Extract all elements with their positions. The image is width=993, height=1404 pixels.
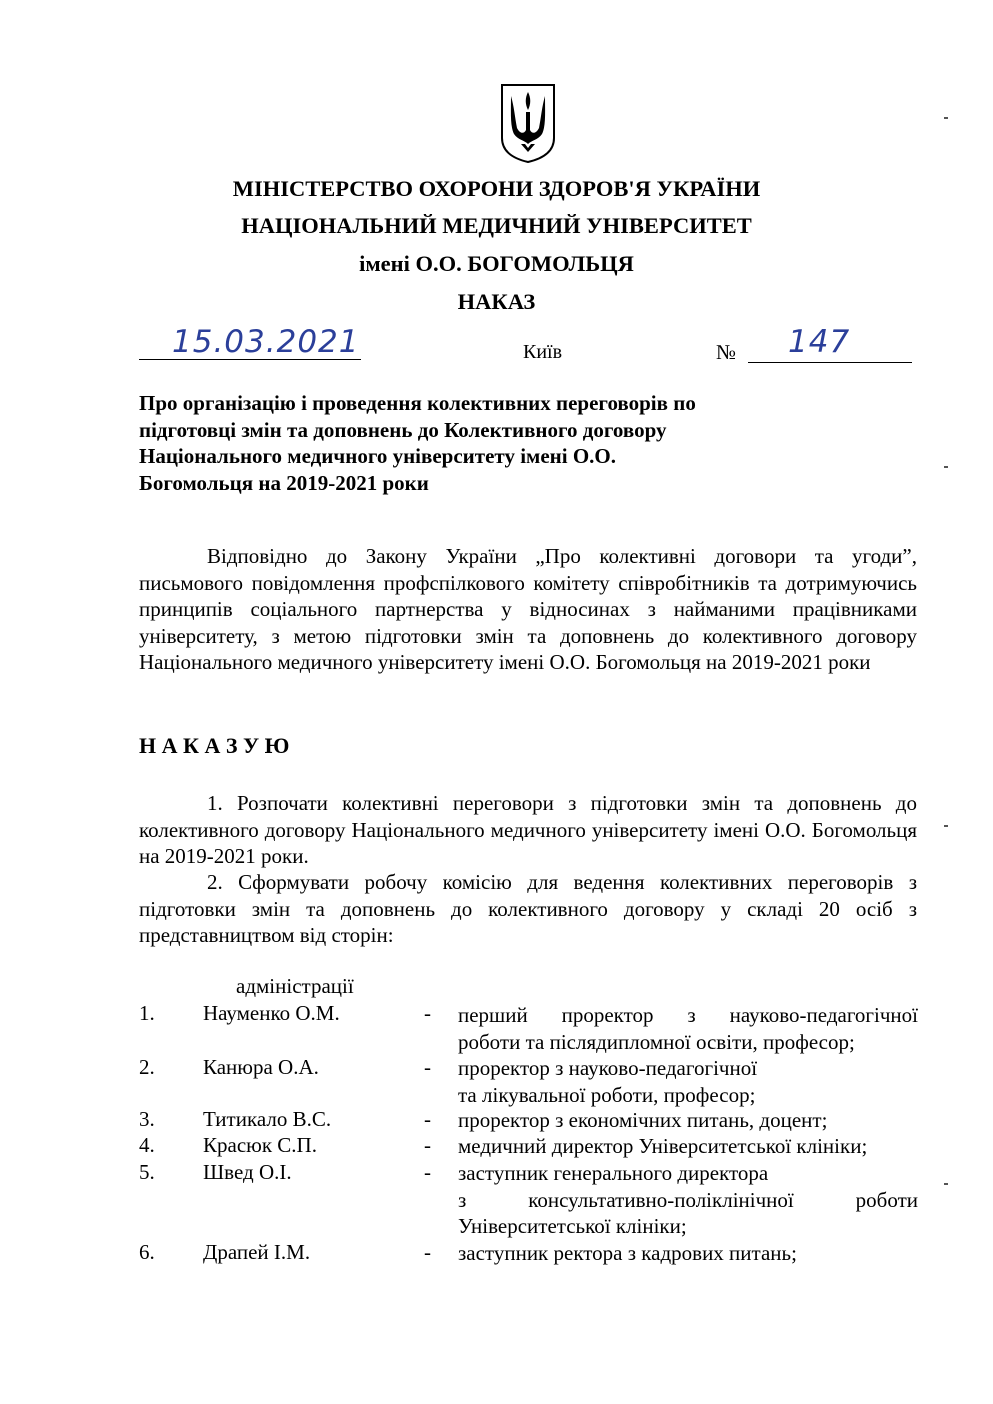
member-role: проректор з економічних питань, доцент; — [458, 1108, 828, 1132]
member-name: Швед О.І. — [203, 1160, 292, 1184]
number-label: № — [716, 340, 737, 364]
date-underline — [139, 359, 361, 360]
member-dash: - — [424, 1240, 431, 1264]
member-role: перший проректор з науково-педагогічної роботи та післядипломної освіти, професор; — [458, 1003, 918, 1054]
scan-speck — [944, 466, 948, 468]
member-name: Науменко О.М. — [203, 1001, 340, 1025]
preamble-paragraph: Відповідно до Закону України „Про колективні договори та угоди”, письмового повідомлення профспілкового комітету співробітників та дотримуючись принципів соціального партнерства у відносинах з найманими працівниками університету, з метою підготовки змін та доповнень до колективного договору Національного медичного університету імені О.О. Богомольця на 2019-2021 роки — [139, 544, 917, 674]
scan-speck — [944, 117, 948, 119]
university-named-after: імені О.О. БОГОМОЛЬЦЯ — [359, 251, 634, 276]
member-name: Титикало В.С. — [203, 1107, 332, 1131]
member-name: Красюк С.П. — [203, 1133, 317, 1157]
member-number: 2. — [139, 1055, 155, 1079]
university-title: НАЦІОНАЛЬНИЙ МЕДИЧНИЙ УНІВЕРСИТЕТ — [241, 213, 752, 238]
member-number: 5. — [139, 1160, 155, 1184]
order-subject: Про організацію і проведення колективних переговорів по підготовці змін та доповнень до Колективного договору Національного медичного університету імені О.О. Богомольця на 2019-2021 роки — [139, 391, 696, 495]
scan-speck — [944, 1183, 948, 1185]
member-number: 4. — [139, 1133, 155, 1157]
member-dash: - — [424, 1055, 431, 1079]
order-date: 15.03.2021 — [172, 324, 360, 360]
order-number: 147 — [788, 324, 851, 360]
order-item-2: 2. Сформувати робочу комісію для ведення колективних переговорів з підготовки змін та доповнень до колективного договору у складі 20 осіб з представництвом від сторін: — [139, 870, 917, 947]
member-role: заступник генерального директора з консультативно-поліклінічної роботи Університетської клініки; — [458, 1161, 918, 1238]
member-dash: - — [424, 1107, 431, 1131]
order-word: Н А К А З У Ю — [139, 733, 290, 758]
number-underline — [748, 362, 912, 363]
group-label: адміністрації — [236, 974, 354, 998]
member-name: Канюра О.А. — [203, 1055, 319, 1079]
member-number: 1. — [139, 1001, 155, 1025]
coat-of-arms-icon — [499, 82, 557, 164]
member-dash: - — [424, 1160, 431, 1184]
member-number: 3. — [139, 1107, 155, 1131]
member-role: медичний директор Університетської клініки; — [458, 1134, 868, 1158]
ministry-title: МІНІСТЕРСТВО ОХОРОНИ ЗДОРОВ'Я УКРАЇНИ — [232, 176, 761, 201]
member-role: заступник ректора з кадрових питань; — [458, 1241, 797, 1265]
member-dash: - — [424, 1001, 431, 1025]
order-item-1: 1. Розпочати колективні переговори з підготовки змін та доповнень до колективного договору Національного медичного університету імені О.О. Богомольця на 2019-2021 роки. — [139, 791, 917, 868]
city: Київ — [523, 341, 563, 363]
member-name: Драпей І.М. — [203, 1240, 311, 1264]
scan-speck — [944, 825, 948, 827]
member-dash: - — [424, 1133, 431, 1157]
document-type: НАКАЗ — [457, 289, 536, 314]
member-role: проректор з науково-педагогічної та лікувальної роботи, професор; — [458, 1056, 758, 1107]
member-number: 6. — [139, 1240, 155, 1264]
